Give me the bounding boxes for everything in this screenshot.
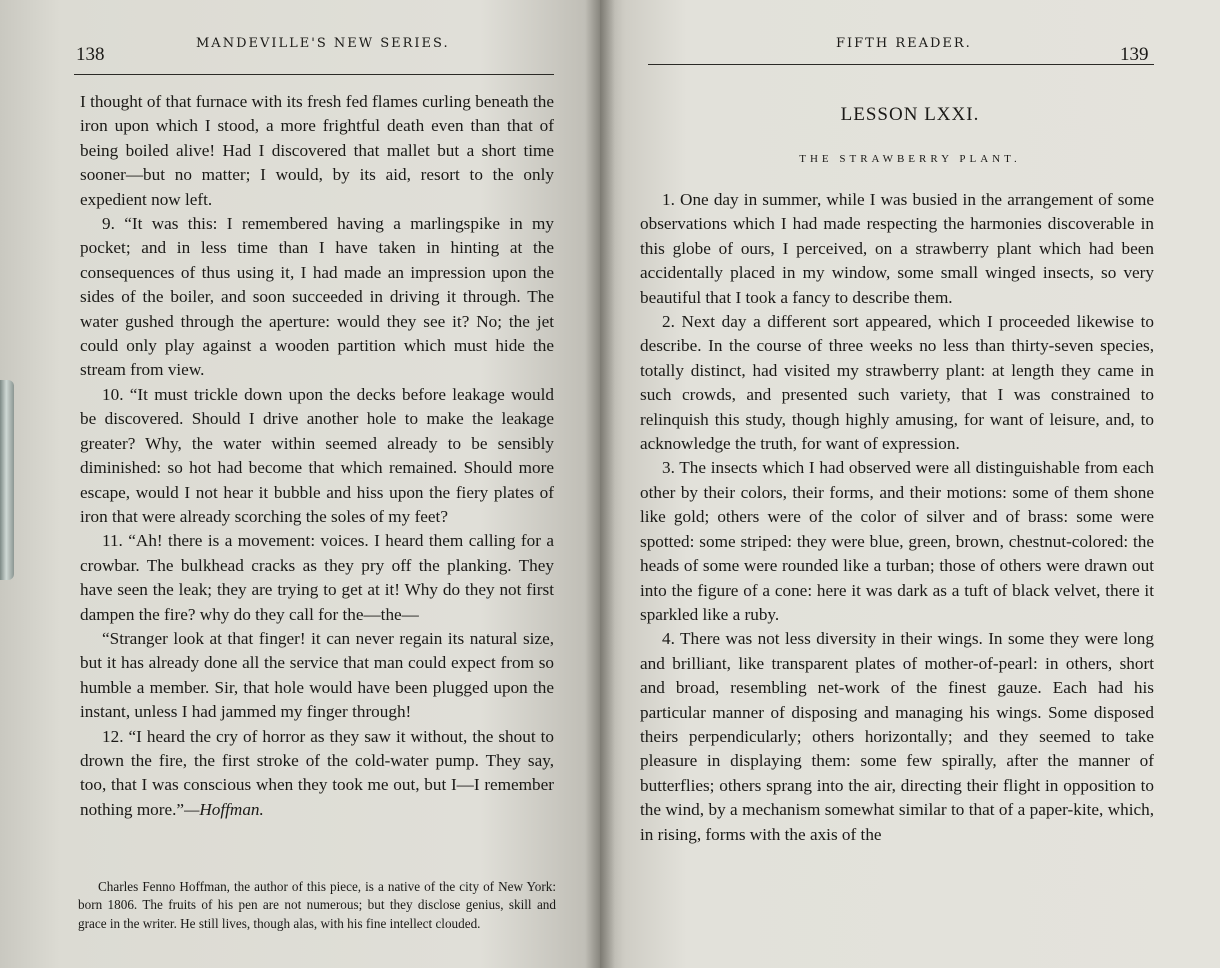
left-paragraph: 10. “It must trickle down upon the decks before leakage would be discovered. Should I drive another hole to make the leakage greater? Why, the water within seemed already to be sensibly diminished: so hot had become that which remained. Should more escape, would I not hear it bubble and hiss upon the fiery plates of iron that were already scorching the soles of my feet?: [80, 384, 554, 526]
book-gutter-shadow: [585, 0, 615, 968]
left-page: [0, 0, 600, 968]
right-paragraph: 4. There was not less diversity in their wings. In some they were long and brilliant, like transparent plates of mother-of-pearl: in others, short and broad, resembling net-work of the finest gauze. Each had his particular manner of disposing and managing his wings. Some disposed theirs perpendicularly; others horizontally; and they seemed to take pleasure in displaying them: some few spirally, after the manner of butterflies; others sprang into the air, directing their flight in opposition to the wind, by a mechanism somewhat similar to that of a paper-kite, which, in rising, forms with the axis of the: [640, 629, 1154, 844]
left-paragraph: 11. “Ah! there is a movement: voices. I heard them calling for a crowbar. The bulkhead cracks as they pry off the planking. They have seen the leak; they are trying to get at it! Why do they not first dampen the fire? why do they call for the—the—: [80, 531, 554, 624]
right-paragraph: 3. The insects which I had observed were all distinguishable from each other by their colors, their forms, and their motions: some of them shone like gold; others were of the color of silver and of brass: some were spotted: some striped: they were blue, green, brown, chestnut-colored: the heads of some were rounded like a turban; those of others were drawn out into the figure of a cone: here it was dark as a tuft of black velvet, there it sparkled like a ruby.: [640, 458, 1154, 624]
page-clip: [0, 380, 14, 580]
left-page-number: 138: [76, 44, 105, 65]
right-running-head: FIFTH READER.: [836, 36, 972, 51]
right-header-rule: [648, 64, 1154, 65]
left-paragraph: “Stranger look at that finger! it can never regain its natural size, but it has already done all the service that man could expect from so humble a member. Sir, that hole would have been plugged upon the instant, unless I had jammed my finger through!: [80, 628, 554, 722]
lesson-subtitle: THE STRAWBERRY PLANT.: [799, 153, 1021, 165]
right-paragraph: 2. Next day a different sort appeared, which I proceeded likewise to describe. In the course of three weeks no less than thirty-seven species, totally distinct, had visited my strawberry plant: at length they came in such crowds, and presented such variety, that I was constrained to relinquish this study, though highly amusing, for want of leisure, and, to acknowledge the truth, for want of expression.: [640, 312, 1154, 454]
left-paragraph: I thought of that furnace with its fresh fed flames curling beneath the iron upon which I stood, a more frightful death even than that of being boiled alive! Had I discovered that mallet but a short time sooner—but no matter; I would, by its aid, resort to the only expedient now left.: [80, 92, 554, 209]
right-page: [600, 0, 1220, 968]
left-paragraph-text: 12. “I heard the cry of horror as they saw it without, the shout to drown the fire, the first stroke of the cold-water pump. They say, too, that I was conscious when they took me out, but I—I remember nothing more.”: [80, 726, 554, 819]
left-paragraph-last: [80, 725, 554, 823]
left-body-text: [80, 90, 554, 822]
right-page-number: 139: [1120, 44, 1149, 65]
left-paragraph: 9. “It was this: I remembered having a marlingspike in my pocket; and in less time than I have taken in hinting at the consequences of thus using it, I had made an impression upon the sides of the boiler, and soon succeeded in driving it through. The water gushed through the aperture: would they see it? No; the jet could only play against a wooden partition which must hide the stream from view.: [80, 214, 554, 380]
footnote: Charles Fenno Hoffman, the author of this piece, is a native of the city of New York: born 1806. The fruits of his pen are not numerous; but they disclose genius, skill and grace in the writer. He still lives, though alas, with his fine intellect clouded.: [78, 879, 556, 931]
right-paragraph: 1. One day in summer, while I was busied in the arrangement of some observations which I had made respecting the harmonies discoverable in this globe of ours, I perceived, on a strawberry plant which had been accidentally placed in my window, some small winged insects, so very beautiful that I took a fancy to describe them.: [640, 190, 1154, 307]
author-attribution: —Hoffman.: [184, 799, 264, 819]
right-body-text: [640, 188, 1154, 847]
lesson-title: LESSON LXXI.: [840, 104, 980, 125]
left-running-head: MANDEVILLE'S NEW SERIES.: [196, 36, 450, 51]
left-header-rule: [74, 74, 554, 75]
